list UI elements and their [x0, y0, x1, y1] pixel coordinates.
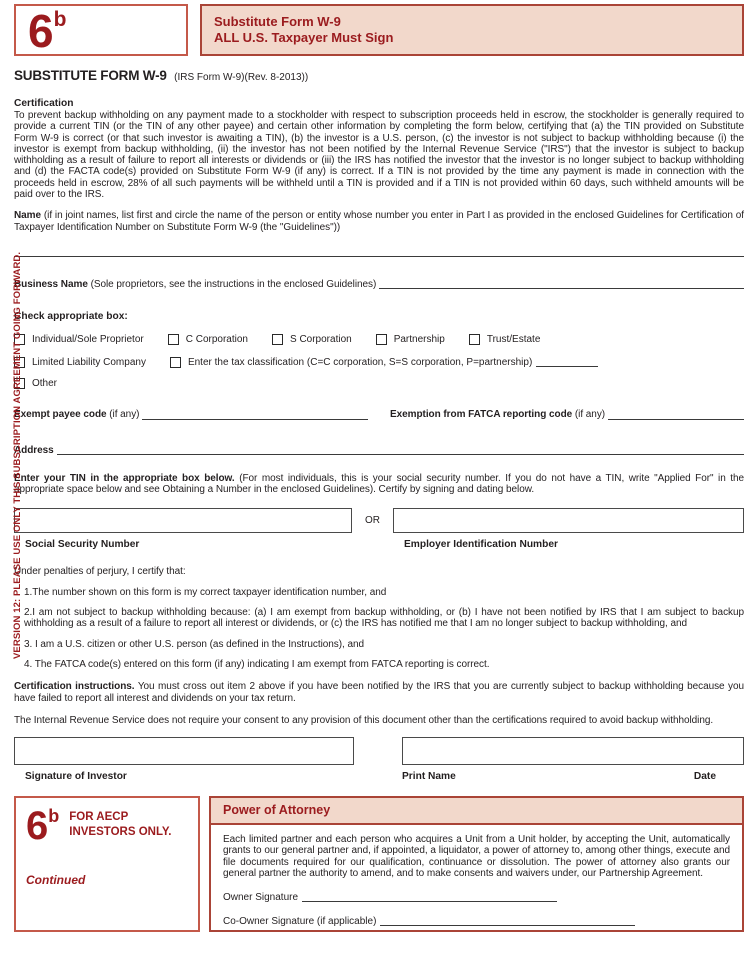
- checkbox-row-2: [14, 357, 744, 368]
- checkbox-label: S Corporation: [290, 334, 352, 346]
- business-name-input-line[interactable]: [379, 288, 744, 289]
- power-of-attorney-body: [211, 825, 742, 927]
- irs-consent-note: The Internal Revenue Service does not require your consent to any provision of this document other than the certifications required to avoid backup withholding.: [14, 714, 714, 726]
- checkbox-label: Partnership: [393, 334, 445, 346]
- check-box-heading: Check appropriate box:: [14, 311, 128, 323]
- s-corporation-checkbox[interactable]: [272, 334, 283, 345]
- checkbox-item-s-corporation: [272, 334, 352, 345]
- checkbox-row-1: [14, 334, 744, 345]
- banner-line1: Substitute Form W-9: [214, 14, 341, 29]
- c-corporation-checkbox[interactable]: [168, 334, 179, 345]
- checkbox-label: C Corporation: [185, 334, 248, 346]
- business-name-row: [14, 279, 744, 290]
- owner-signature-row: [223, 892, 730, 903]
- checkbox-item-llc: [14, 357, 146, 368]
- checkbox-item-tax-classification: [170, 357, 598, 368]
- fatca-note: (if any): [574, 409, 606, 421]
- perjury-item-2: 2.I am not subject to backup withholding because: (a) I am exempt from backup withholding, or (b) I have not been notified by IRS that I am subject to backup withholding as a result of a failure to report all interest or dividends, or (c) the IRS has notified me that I am no longer subject to backup withholding, and: [24, 607, 744, 630]
- version-vertical-note: VERSION 12: PLEASE USE ONLY THIS SUBSCRIPTION AGREEMENT GOING FORWARD.: [12, 251, 23, 659]
- print-name-date-box[interactable]: [402, 737, 744, 765]
- exempt-payee-label: Exempt payee code: [14, 409, 107, 421]
- form-body: [0, 67, 746, 932]
- section-number: 6: [28, 5, 54, 57]
- page-header: [0, 0, 746, 56]
- checkbox-item-individual: [14, 334, 144, 345]
- certification-paragraph: To prevent backup withholding on any payment made to a stockholder with respect to subscription proceeds held in escrow, the stockholder is generally required to provide a current TIN (or the TIN of any other payee) and certain other information by completing the form below, certifying that (a) the TIN provided on Substitute Form W-9 is correct (or that such investor is awaiting a TIN), (b) the investor is a U.S. person, (c) the investor is not subject to backup withholding because (i) the investor is exempt from backup withholding, (ii) the investor has not been notified by the Internal Revenue Service ("IRS") that the investor is subject to backup withholding as a result of failure to report all interests or dividends or (iii) the IRS has notified the investor that the investor is no longer subject to backup withholding and (d) the FACTA code(s) provided on Substitute Form W-9 (if any) is correct. If a TIN is not provided by the time any payment is made in connection with the proceeds held in escrow, 28% of all such payments will be withheld until a TIN is provided and if a TIN is not provided within 60 days, such withheld amounts will be paid over to the IRS.: [14, 110, 744, 201]
- or-label: OR: [365, 515, 380, 527]
- fatca-field: [390, 409, 744, 420]
- ssn-label: Social Security Number: [25, 539, 140, 551]
- tin-instructions: [14, 473, 744, 496]
- power-of-attorney-text: Each limited partner and each person who acquires a Unit from a Unit holder, by accepting the Unit, automatically grants to our general partner and, if appointed, a liquidator, a power of attorney to, among other things, execute and file documents required for our qualification, continuance or dissolution. The power of attorney also grants our general partner the authority to amend, and to make consents and waivers under, our Partnership Agreement.: [223, 834, 730, 880]
- name-paragraph: [14, 210, 744, 233]
- business-name-note: (Sole proprietors, see the instructions in the enclosed Guidelines): [90, 278, 377, 290]
- checkbox-item-trust-estate: [469, 334, 541, 345]
- ssn-input-box[interactable]: [14, 508, 352, 533]
- power-of-attorney-box: [209, 796, 744, 932]
- address-label: Address: [14, 444, 54, 456]
- tax-classification-input-line[interactable]: [536, 366, 598, 367]
- checkbox-item-partnership: [376, 334, 445, 345]
- checkbox-item-c-corporation: [168, 334, 248, 345]
- print-name-date-column: [402, 737, 744, 782]
- footer-badge-top: [26, 804, 188, 848]
- name-label: Name: [14, 210, 42, 222]
- certification-instructions-label: Certification instructions.: [14, 681, 135, 693]
- footer-badge-box: [14, 796, 200, 932]
- address-row: [14, 445, 744, 456]
- certification-heading: Certification: [14, 98, 74, 109]
- ein-input-box[interactable]: [393, 508, 744, 533]
- business-name-label: Business Name: [14, 278, 88, 290]
- tin-entry-row: [14, 508, 744, 550]
- section-banner: [200, 4, 744, 56]
- partnership-checkbox[interactable]: [376, 334, 387, 345]
- ein-column: [393, 508, 744, 550]
- for-aecp-line2: INVESTORS ONLY.: [69, 826, 172, 839]
- banner-line2: ALL U.S. Taxpayer Must Sign: [214, 30, 394, 45]
- fatca-input-line[interactable]: [608, 419, 744, 420]
- print-name-label: Print Name: [402, 771, 456, 783]
- tax-classification-checkbox[interactable]: [170, 357, 181, 368]
- investor-signature-column: [14, 737, 354, 782]
- certification-instructions-text: You must cross out item 2 above if you have been notified by the IRS that you are currently subject to backup withholding because you have failed to report all interest and dividends on your tax return.: [14, 681, 744, 704]
- perjury-heading: Under penalties of perjury, I certify that:: [14, 566, 186, 578]
- address-input-line[interactable]: [57, 454, 744, 455]
- name-input-line[interactable]: [14, 256, 744, 257]
- ssn-column: [14, 508, 352, 550]
- trust-estate-checkbox[interactable]: [469, 334, 480, 345]
- section-badge: [14, 4, 188, 56]
- checkbox-row-3: [14, 378, 744, 389]
- for-aecp-label: [69, 810, 171, 848]
- form-title: SUBSTITUTE FORM W-9: [14, 68, 167, 83]
- co-owner-signature-line[interactable]: [380, 925, 635, 926]
- form-title-suffix: (IRS Form W-9)(Rev. 8-2013)): [174, 72, 309, 83]
- footer-section-letter: b: [48, 806, 60, 827]
- checkbox-label: Trust/Estate: [486, 334, 541, 346]
- checkbox-label: Individual/Sole Proprietor: [32, 334, 144, 346]
- footer-section: [14, 796, 744, 932]
- checkbox-label: Limited Liability Company: [32, 357, 146, 369]
- power-of-attorney-title: Power of Attorney: [211, 798, 742, 825]
- investor-signature-label: Signature of Investor: [25, 771, 127, 783]
- perjury-list: [24, 587, 744, 670]
- for-aecp-line1: FOR AECP: [69, 811, 129, 824]
- form-title-row: [14, 67, 744, 85]
- exempt-codes-row: [14, 409, 744, 420]
- exempt-payee-note: (if any): [109, 409, 140, 421]
- owner-signature-line[interactable]: [302, 901, 557, 902]
- perjury-item-4: 4. The FATCA code(s) entered on this form (if any) indicating I am exempt from FATCA reporting is correct.: [24, 658, 490, 670]
- name-note: (if in joint names, list first and circle the name of the person or entity whose number you enter in Part I as provided in the enclosed Guidelines for Certification of Taxpayer Identification Number on Substitute Form W-9 (the "Guidelines")): [14, 210, 745, 233]
- date-label: Date: [693, 771, 716, 783]
- certification-instructions: [14, 681, 744, 704]
- investor-signature-box[interactable]: [14, 737, 354, 765]
- co-owner-signature-row: [223, 916, 730, 927]
- owner-signature-label: Owner Signature: [223, 892, 299, 904]
- co-owner-signature-label: Co-Owner Signature (if applicable): [223, 916, 377, 928]
- fatca-label: Exemption from FATCA reporting code: [390, 409, 573, 421]
- print-name-date-labels: [402, 771, 744, 782]
- tin-note: (For most individuals, this is your social security number. If you do not have a TIN, write "Applied For" in the appropriate space below and see Obtaining a Number in the enclosed Guidelines). Certify by signing and dating below.: [14, 472, 745, 496]
- exempt-payee-input-line[interactable]: [142, 419, 368, 420]
- perjury-item-3: 3. I am a U.S. citizen or other U.S. person (as defined in the Instructions), and: [24, 638, 365, 650]
- checkbox-label: Enter the tax classification (C=C corporation, S=S corporation, P=partnership): [187, 357, 533, 369]
- continued-label: Continued: [26, 873, 86, 888]
- perjury-item-1: 1.The number shown on this form is my correct taxpayer identification number, and: [24, 586, 387, 598]
- exempt-payee-field: [14, 409, 368, 420]
- checkbox-label: Other: [32, 378, 58, 390]
- section-letter: b: [53, 8, 67, 31]
- signature-area: [14, 737, 744, 782]
- footer-section-number: 6: [26, 804, 49, 849]
- ein-label: Employer Identification Number: [404, 539, 558, 551]
- tin-heading: Enter your TIN in the appropriate box below.: [14, 472, 235, 484]
